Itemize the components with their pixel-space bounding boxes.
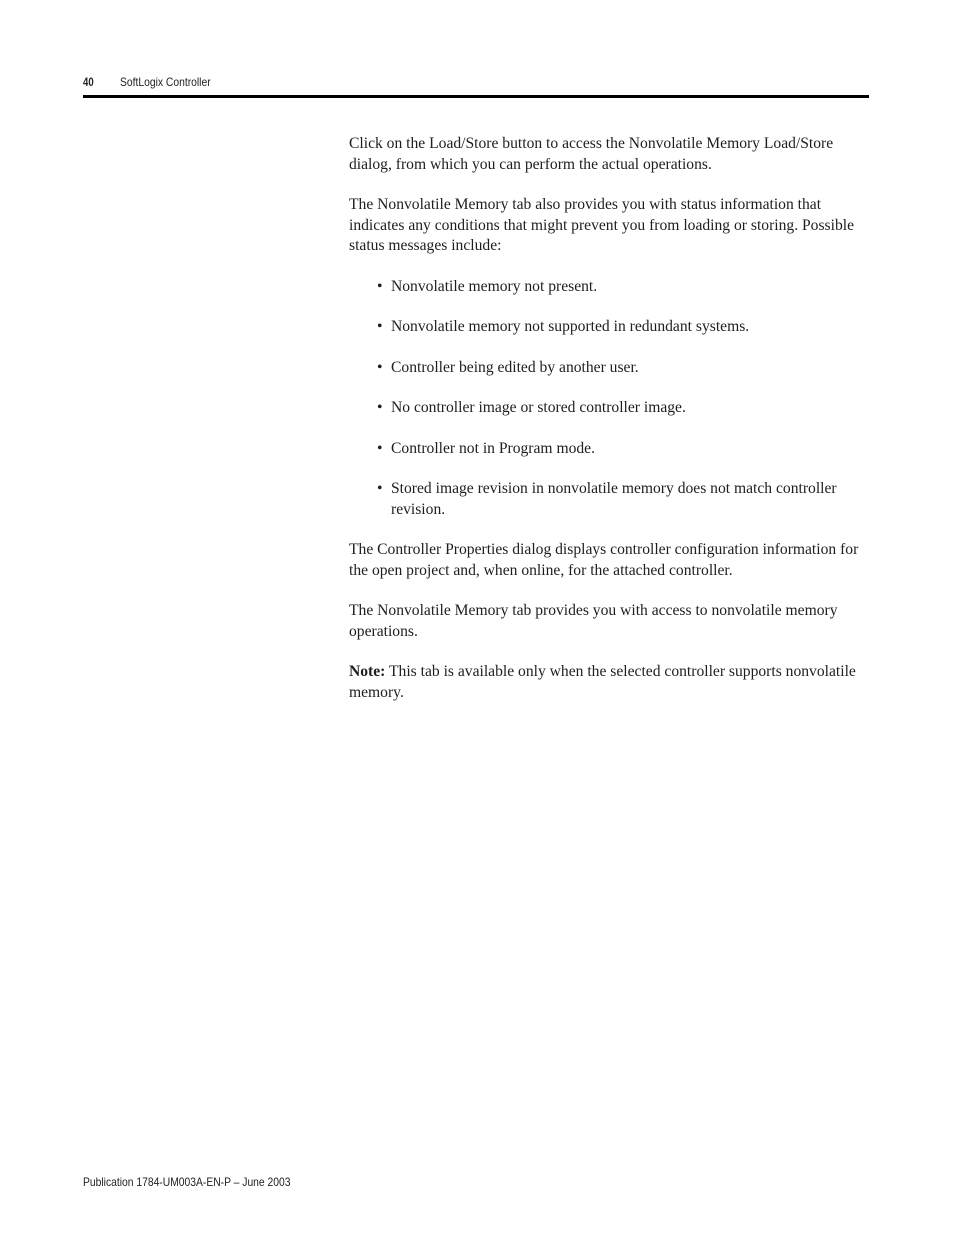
list-item <box>349 277 869 298</box>
list-item-text: Nonvolatile memory not present. <box>391 277 598 295</box>
header-rule <box>83 95 869 98</box>
list-item <box>349 317 869 338</box>
list-item <box>349 398 869 419</box>
publication-footer: Publication 1784-UM003A-EN-P – June 2003 <box>83 1175 291 1189</box>
paragraph-nonvolatile-access: The Nonvolatile Memory tab provides you with access to nonvolatile memory operations. <box>349 602 838 640</box>
main-content <box>349 134 869 723</box>
status-message-list <box>349 277 869 521</box>
paragraph-status-intro: The Nonvolatile Memory tab also provides you with status information that indicates any conditions that might prevent you from loading or storing. Possible status messages include: <box>349 196 854 254</box>
list-item <box>349 479 869 520</box>
bullet-icon: • <box>377 480 383 497</box>
bullet-icon: • <box>377 358 383 376</box>
list-item <box>349 439 869 460</box>
note <box>349 662 869 703</box>
running-title: SoftLogix Controller <box>120 75 211 89</box>
list-item-text: Nonvolatile memory not supported in redundant systems. <box>391 318 750 335</box>
note-label: Note: <box>349 663 386 680</box>
paragraph-controller-properties: The Controller Properties dialog displays controller configuration information for the open project and, when online, for the attached controller. <box>349 541 859 579</box>
bullet-icon: • <box>377 399 383 416</box>
list-item-text: Controller not in Program mode. <box>391 439 595 457</box>
list-item-text: No controller image or stored controller image. <box>391 399 686 416</box>
list-item-text: Controller being edited by another user. <box>391 358 639 376</box>
note-text: This tab is available only when the selected controller supports nonvolatile memory. <box>349 663 856 701</box>
paragraph-load-store: Click on the Load/Store button to access the Nonvolatile Memory Load/Store dialog, from which you can perform the actual operations. <box>349 135 834 173</box>
bullet-icon: • <box>377 277 383 295</box>
bullet-icon: • <box>377 439 383 457</box>
page-header <box>83 72 869 92</box>
list-item-text: Stored image revision in nonvolatile memory does not match controller revision. <box>391 480 837 518</box>
list-item <box>349 358 869 379</box>
bullet-icon: • <box>377 318 383 335</box>
page-number: 40 <box>83 75 94 89</box>
